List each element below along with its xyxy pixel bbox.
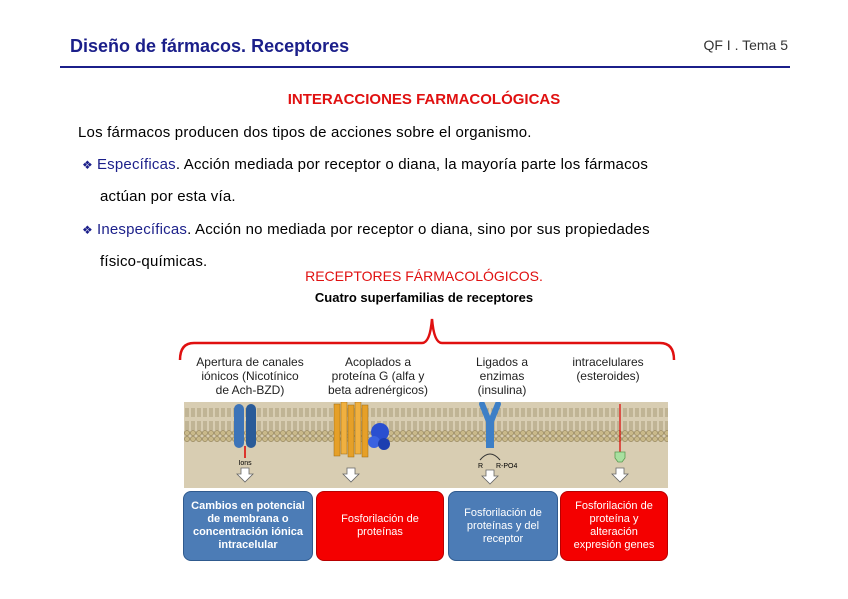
header-course-label: QF I . Tema 5 <box>703 37 788 53</box>
bullet-continuation: actúan por esta vía. <box>100 188 236 205</box>
family-label-ion-channels: Apertura de canales iónicos (Nicotínico de Ach-BZD) <box>196 355 304 397</box>
membrane-diagram <box>184 402 668 488</box>
ions-label: Ions <box>238 460 252 467</box>
bullet-text: . Acción no mediada por receptor o diana, sino por sus propiedades <box>187 221 650 238</box>
effect-box-protein-phosphorylation: Fosforilación de proteínas <box>316 491 444 561</box>
family-label-intracellular: intracelulares (esteroides) <box>572 355 644 383</box>
effect-box-ion-potential: Cambios en potencial de membrana o concentración iónica intracelular <box>183 491 313 561</box>
bullet-nonspecific <box>82 221 650 238</box>
diamond-bullet-icon: ❖ <box>82 223 93 237</box>
effect-box-receptor-phosphorylation: Fosforilación de proteínas y del receptor <box>448 491 558 561</box>
intro-text: Los fármacos producen dos tipos de acciones sobre el organismo. <box>78 124 532 141</box>
r-label: R <box>478 463 484 470</box>
family-label-enzyme-linked: Ligados a enzimas (insulina) <box>475 355 529 397</box>
header-divider <box>60 66 790 68</box>
bullet-continuation: físico-químicas. <box>100 253 208 270</box>
receptors-title: RECEPTORES FÁRMACOLÓGICOS. <box>305 268 543 284</box>
bullet-specific <box>82 156 648 173</box>
bullet-term: Específicas <box>96 156 176 173</box>
family-label-g-protein: Acoplados a proteína G (alfa y beta adrenérgicos) <box>327 355 429 397</box>
bullet-text: . Acción mediada por receptor o diana, la mayoría parte los fármacos <box>175 156 649 173</box>
diamond-bullet-icon: ❖ <box>82 158 93 172</box>
bullet-term: Inespecíficas <box>96 221 188 238</box>
effect-box-gene-expression: Fosforilación de proteína y alteración expresión genes <box>560 491 668 561</box>
rpo4-label: R-PO4 <box>496 463 518 470</box>
header-title: Diseño de fármacos. Receptores <box>70 36 350 56</box>
section-title: INTERACCIONES FARMACOLÓGICAS <box>287 91 561 108</box>
receptors-subtitle: Cuatro superfamilias de receptores <box>314 290 534 305</box>
